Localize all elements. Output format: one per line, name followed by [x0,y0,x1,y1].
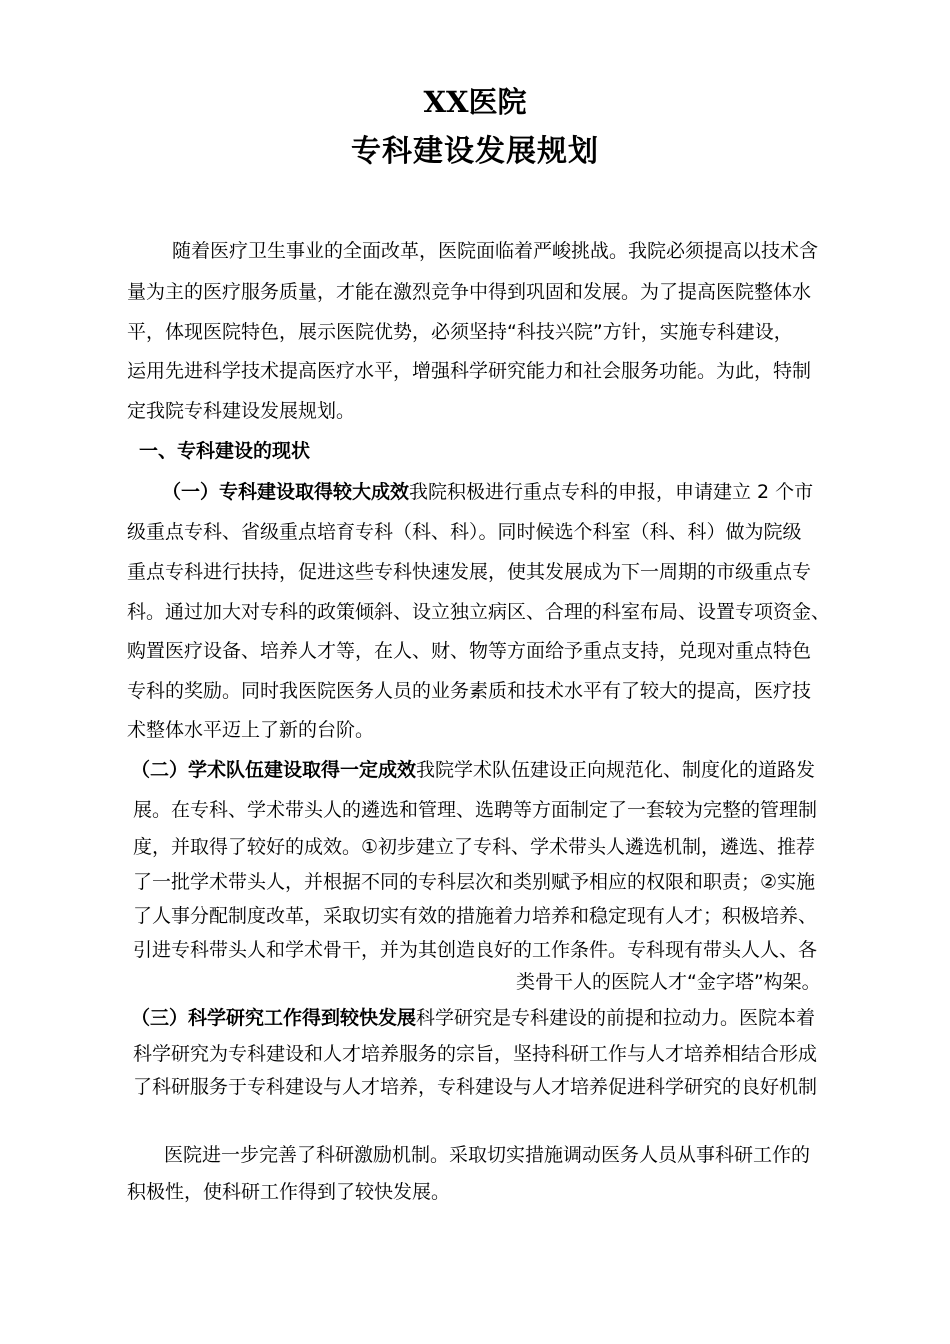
intro-line: 定我院专科建设发展规划。 [127,400,356,422]
body-line: 术整体水平迈上了新的台阶。 [127,719,375,741]
subsection-first-line: （二）学术队伍建设取得一定成效我院学术队伍建设正向规范化、制度化的道路发 [131,759,816,781]
subsection-first-line: （三）科学研究工作得到较快发展科学研究是专科建设的前提和拉动力。医院本着 [131,1007,816,1029]
body-line: 了科研服务于专科建设与人才培养，专科建设与人才培养促进科学研究的良好机制 [133,1076,818,1098]
body-line: 引进专科带头人和学术骨干，并为其创造良好的工作条件。专科现有带头人人、各 [133,939,818,961]
intro-line: 运用先进科学技术提高医疗水平，增强科学研究能力和社会服务功能。为此，特制 [127,360,812,382]
section-heading: 一、专科建设的现状 [139,440,311,462]
body-line: 度，并取得了较好的成效。①初步建立了专科、学术带头人遴选机制，遴选、推荐 [133,836,816,858]
body-line: 展。在专科、学术带头人的遴选和管理、选聘等方面制定了一套较为完整的管理制 [133,799,818,821]
body-line: 类骨干人的医院人才“金字塔”构架。 [516,971,821,993]
subsection-heading: （二）学术队伍建设取得一定成效 [131,759,417,781]
subsection-heading: （三）科学研究工作得到较快发展 [131,1007,417,1029]
document-title-plan: 专科建设发展规划 [351,134,599,169]
body-line: 专科的奖励。同时我医院医务人员的业务素质和技术水平有了较大的提高，医疗技 [127,680,812,702]
intro-line: 平，体现医院特色，展示医院优势，必须坚持“科技兴院”方针，实施专科建设， [127,321,793,343]
body-line: 了一批学术带头人，并根据不同的专科层次和类别赋予相应的权限和职责；②实施 [133,871,816,893]
body-line: 购置医疗设备、培养人才等，在人、财、物等方面给予重点支持，兑现对重点特色 [127,640,812,662]
intro-line: 随着医疗卫生事业的全面改革，医院面临着严峻挑战。我院必须提高以技术含 [172,240,819,262]
body-line: 了人事分配制度改革，采取切实有效的措施着力培养和稳定现有人才；积极培养、 [133,905,818,927]
body-line: 科。通过加大对专科的政策倾斜、设立独立病区、合理的科室布局、设置专项资金、 [127,601,831,623]
body-line: 积极性，使科研工作得到了较快发展。 [127,1181,451,1203]
intro-line: 量为主的医疗服务质量，才能在激烈竞争中得到巩固和发展。为了提高医院整体水 [127,281,812,303]
document-title-hospital: XX医院 [423,85,527,119]
body-line: 科学研究为专科建设和人才培养服务的宗旨，坚持科研工作与人才培养相结合形成 [133,1043,818,1065]
body-line: 重点专科进行扶持，促进这些专科快速发展，使其发展成为下一周期的市级重点专 [127,561,812,583]
subsection-heading: （一）专科建设取得较大成效 [162,481,410,503]
body-line: 医院进一步完善了科研激励机制。采取切实措施调动医务人员从事科研工作的 [164,1144,811,1166]
subsection-first-line: （一）专科建设取得较大成效我院积极进行重点专科的申报，申请建立 2 个市 [162,481,814,503]
body-line: 级重点专科、省级重点培育专科（科、科）。同时候选个科室（科、科）做为院级 [127,521,802,543]
